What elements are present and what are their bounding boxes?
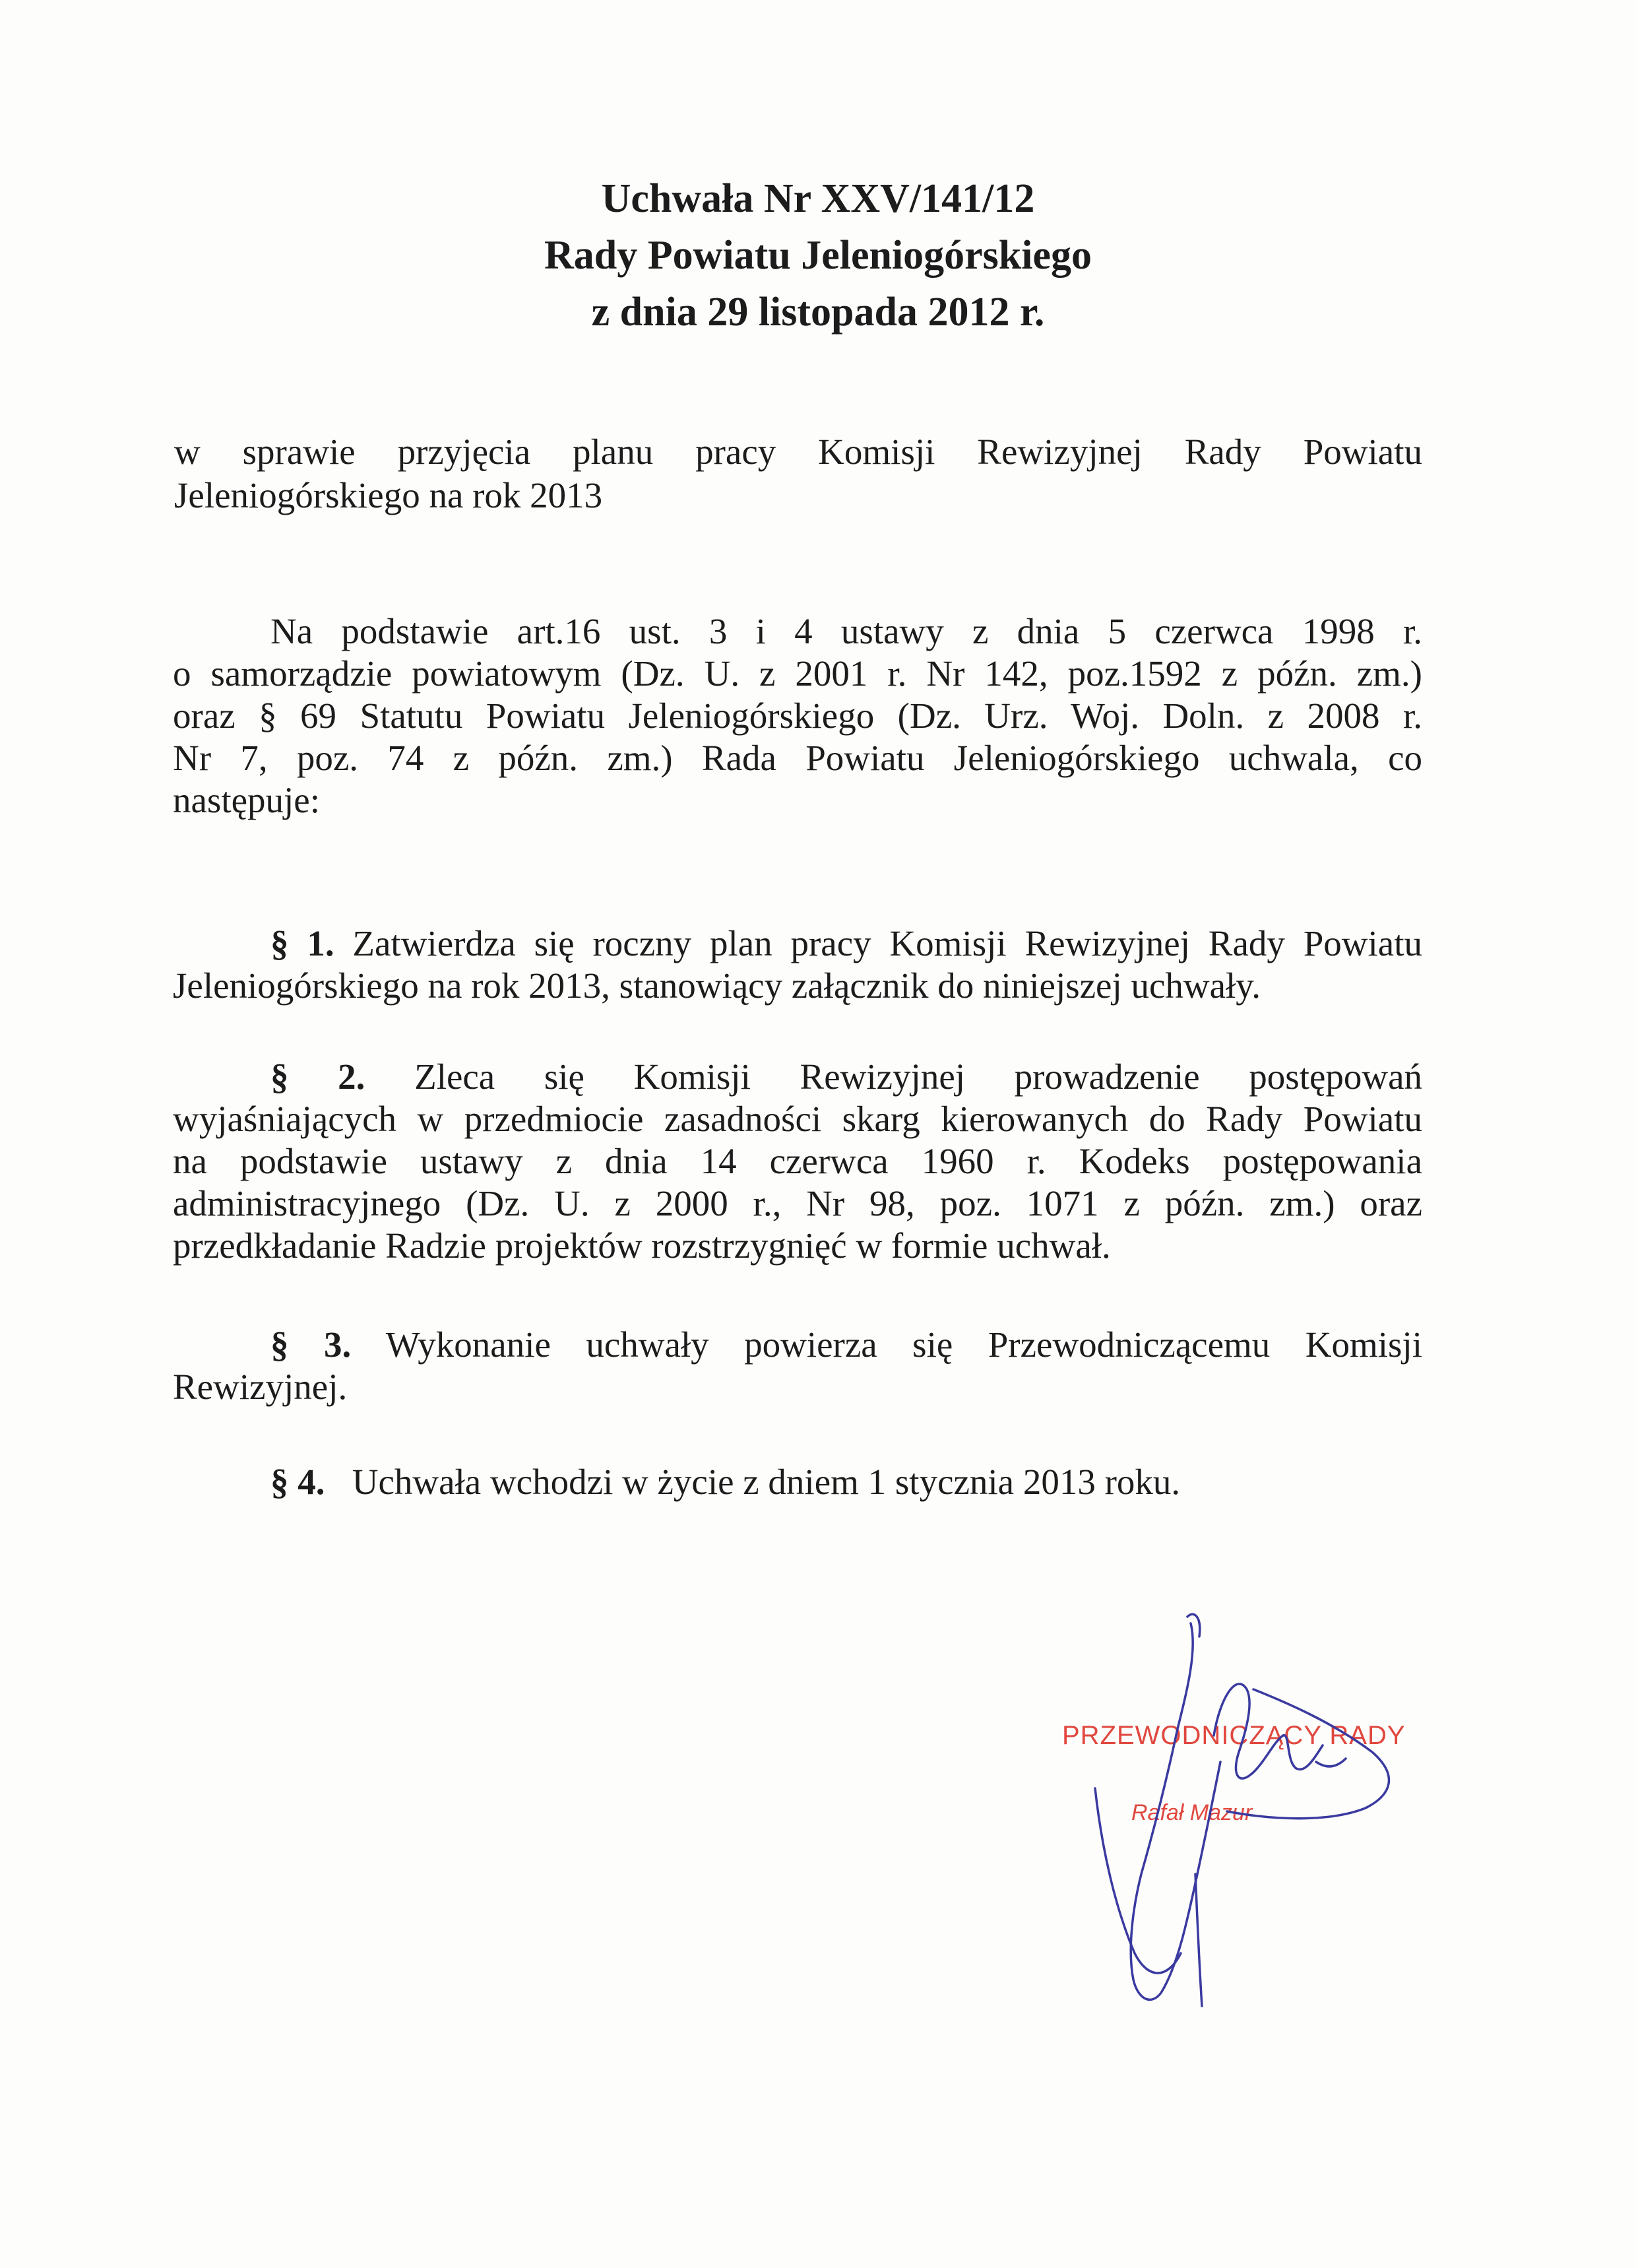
handwritten-signature	[1055, 1610, 1425, 2019]
issuing-body: Rady Powiatu Jeleniogórskiego	[544, 233, 1092, 278]
signature-stroke-1	[1131, 1623, 1220, 1999]
section-2	[173, 1056, 1422, 1267]
resolution-header	[0, 170, 1636, 340]
preamble-line-5: następuje:	[173, 780, 320, 820]
subject-line-2: Jeleniogórskiego na rok 2013	[174, 475, 603, 515]
section-2-mark: § 2.	[270, 1056, 365, 1097]
signature-stroke-2	[1095, 1788, 1181, 1973]
preamble-line-2: o samorządzie powiatowym (Dz. U. z 2001 r. Nr 142, poz.1592 z późn. zm.)	[173, 653, 1422, 694]
section-4-line-1	[173, 1461, 1422, 1503]
section-3	[173, 1324, 1422, 1408]
subject-line-1: w sprawie przyjęcia planu pracy Komisji Rewizyjnej Rady Powiatu	[174, 432, 1422, 472]
section-2-line-2: wyjaśniających w przedmiocie zasadności skarg kierowanych do Rady Powiatu	[173, 1099, 1422, 1139]
section-2-line-3: na podstawie ustawy z dnia 14 czerwca 1960 r. Kodeks postępowania	[173, 1141, 1422, 1181]
preamble-line-1: Na podstawie art.16 ust. 3 i 4 ustawy z dnia 5 czerwca 1998 r.	[270, 611, 1422, 651]
preamble-line-4: Nr 7, poz. 74 z późn. zm.) Rada Powiatu Jeleniogórskiego uchwala, co	[173, 738, 1422, 778]
preamble-paragraph	[173, 610, 1422, 822]
section-2-line-1	[173, 1056, 1422, 1098]
signature-stroke-6	[1187, 1614, 1200, 1636]
section-1-mark: § 1.	[270, 923, 334, 963]
resolution-subject	[174, 430, 1422, 517]
resolution-date: z dnia 29 listopada 2012 r.	[591, 290, 1045, 335]
section-4-text-1: Uchwała wchodzi w życie z dniem 1 stycznia 2013 roku.	[352, 1462, 1181, 1502]
resolution-number: Uchwała Nr XXV/141/12	[601, 176, 1035, 221]
section-2-text-1: Zleca się Komisji Rewizyjnej prowadzenie postępowań	[414, 1056, 1423, 1097]
section-1-line-2: Jeleniogórskiego na rok 2013, stanowiący załącznik do niniejszej uchwały.	[173, 965, 1261, 1006]
section-1-text-1: Zatwierdza się roczny plan pracy Komisji Rewizyjnej Rady Powiatu	[352, 923, 1423, 963]
section-1	[173, 923, 1422, 1007]
stamp-name: Rafał Mazur	[1131, 1800, 1253, 1825]
section-2-line-5: przedkładanie Radzie projektów rozstrzygnięć w formie uchwał.	[173, 1225, 1111, 1266]
stamp-title: PRZEWODNICZĄCY RADY	[1062, 1721, 1406, 1750]
signature-stroke-7	[1195, 1874, 1202, 2006]
signature-stroke-4	[1227, 1689, 1389, 1819]
section-3-mark: § 3.	[270, 1324, 352, 1365]
preamble-line-3: oraz § 69 Statutu Powiatu Jeleniogórskiego (Dz. Urz. Woj. Doln. z 2008 r.	[173, 696, 1422, 736]
section-3-line-1	[173, 1324, 1422, 1366]
section-3-line-2: Rewizyjnej.	[173, 1367, 348, 1407]
section-4-mark: § 4.	[270, 1462, 325, 1502]
signature-stroke-3	[1214, 1684, 1323, 1778]
section-1-line-1	[173, 923, 1422, 965]
signature-stroke-5	[1316, 1759, 1346, 1766]
section-4	[173, 1461, 1422, 1503]
section-3-text-1: Wykonanie uchwały powierza się Przewodniczącemu Komisji	[385, 1324, 1422, 1365]
section-2-line-4: administracyjnego (Dz. U. z 2000 r., Nr 98, poz. 1071 z późn. zm.) oraz	[173, 1183, 1422, 1223]
